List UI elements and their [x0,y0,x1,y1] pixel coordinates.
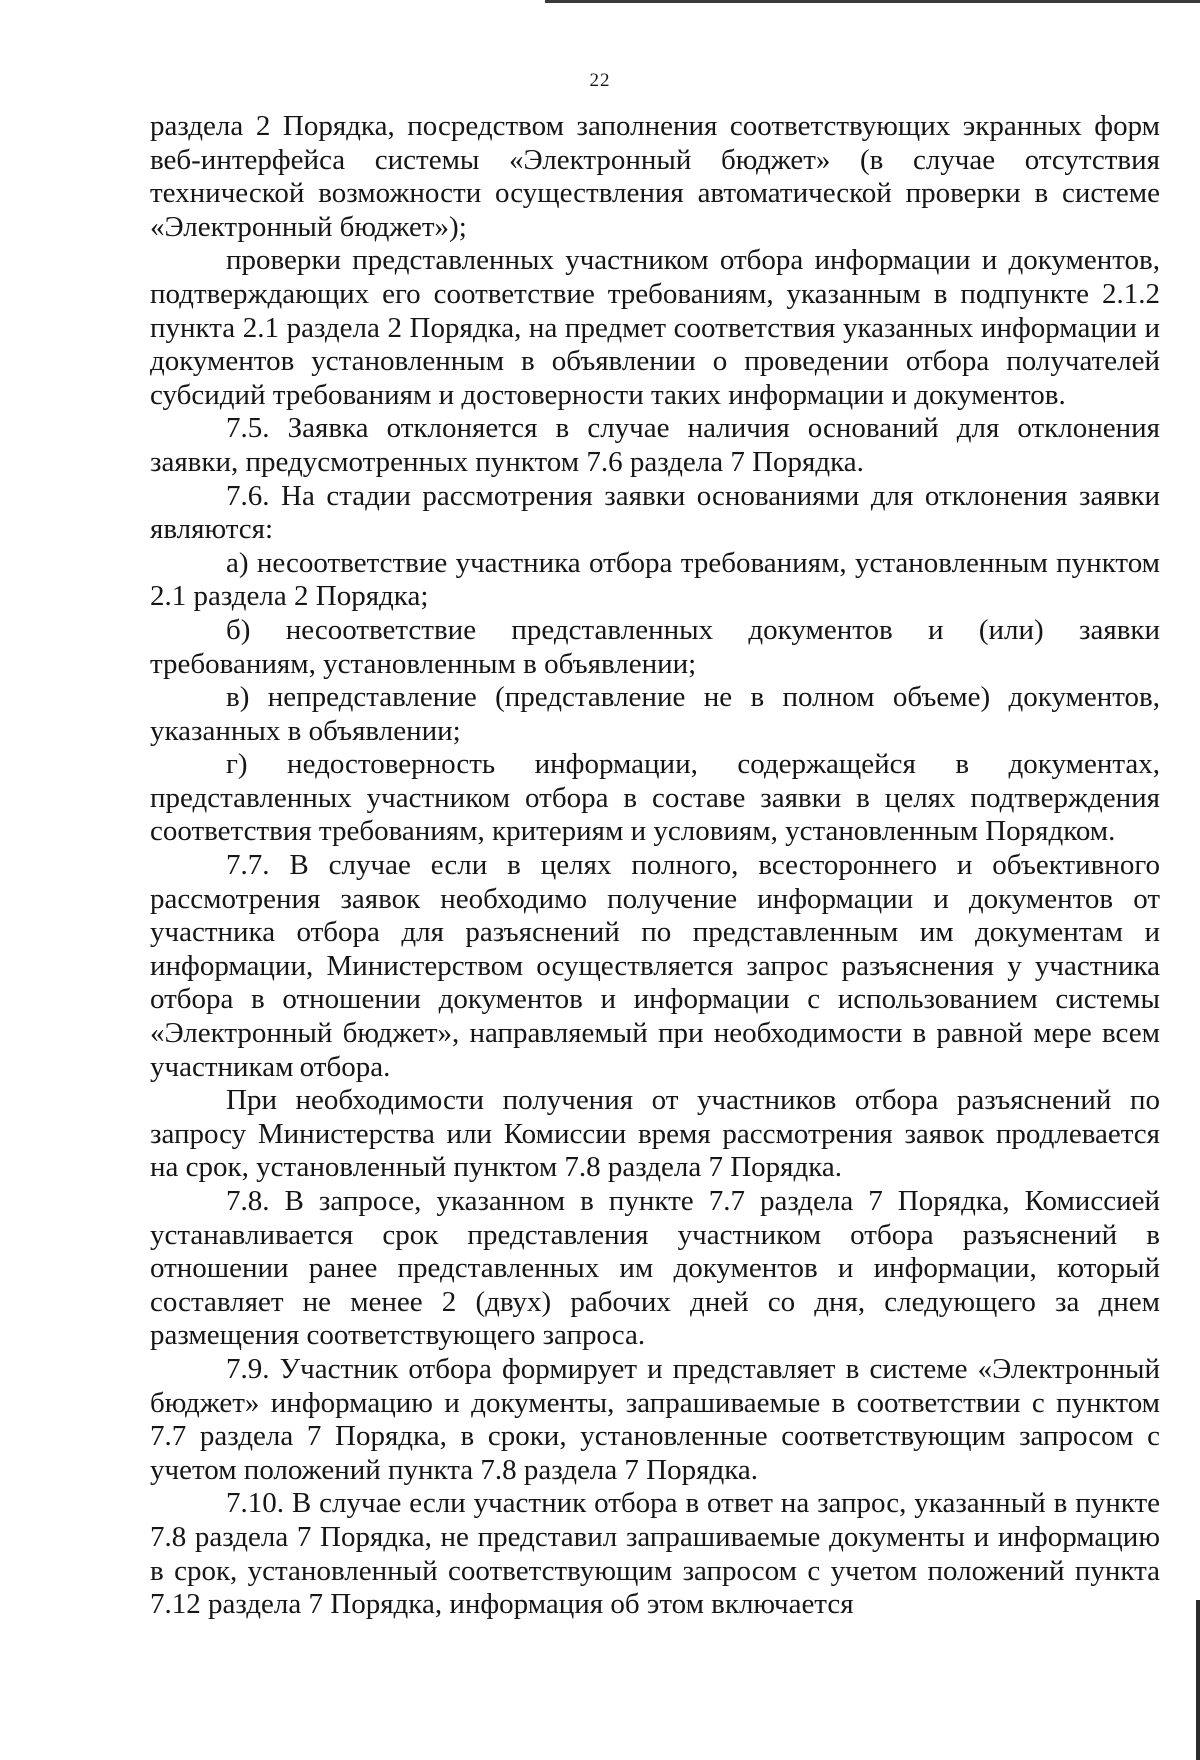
paragraph-7-10: 7.10. В случае если участник отбора в ответ на запрос, указанный в пункте 7.8 раздела 7 Порядка, не представил запрашиваемые документы и информацию в срок, установленный соответствующим запросом с учетом положений пункта 7.12 раздела 7 Порядка, информация об этом включается [150,1487,1160,1621]
list-item-g: г) недостоверность информации, содержащейся в документах, представленных участником отбора в составе заявки в целях подтверждения соответствия требованиям, критериям и условиям, установленным Порядком. [150,748,1160,848]
list-item-b: б) несоответствие представленных документов и (или) заявки требованиям, установленным в объявлении; [150,613,1160,680]
paragraph-clarification: При необходимости получения от участников отбора разъяснений по запросу Министерства или Комиссии время рассмотрения заявок продлевается на срок, установленный пунктом 7.8 раздела 7 Порядка. [150,1084,1160,1184]
paragraph-7-8: 7.8. В запросе, указанном в пункте 7.7 раздела 7 Порядка, Комиссией устанавливается срок представления участником отбора разъяснений в отношении ранее представленных им документов и информации, который составляет не менее 2 (двух) рабочих дней со дня, следующего за днем размещения соответствующего запроса. [150,1185,1160,1352]
list-item-a: а) несоответствие участника отбора требованиям, установленным пунктом 2.1 раздела 2 Порядка; [150,546,1160,613]
scan-border-top [545,0,1200,3]
paragraph-7-6: 7.6. На стадии рассмотрения заявки основаниями для отклонения заявки являются: [150,479,1160,546]
page-number: 22 [589,70,611,91]
paragraph-continuation: раздела 2 Порядка, посредством заполнения соответствующих экранных форм веб-интерфейса системы «Электронный бюджет» (в случае отсутствия технической возможности осуществления автоматической проверки в системе «Электронный бюджет»); [150,110,1160,243]
paragraph-7-5: 7.5. Заявка отклоняется в случае наличия оснований для отклонения заявки, предусмотренных пунктом 7.6 раздела 7 Порядка. [150,412,1160,478]
paragraph-verification: проверки представленных участником отбора информации и документов, подтверждающих его соответствие требованиям, указанным в подпункте 2.1.2 пункта 2.1 раздела 2 Порядка, на предмет соответствия указанных информации и документов установленным в объявлении о проведении отбора получателей субсидий требованиям и достоверности таких информации и документов. [150,244,1160,411]
paragraph-7-7: 7.7. В случае если в целях полного, всестороннего и объективного рассмотрения заявок необходимо получение информации и документов от участника отбора для разъяснений по представленным им документам и информации, Министерством осуществляется запрос разъяснения у участника отбора в отношении документов и информации с использованием системы «Электронный бюджет», направляемый при необходимости в равной мере всем участникам отбора. [150,849,1160,1083]
paragraph-7-9: 7.9. Участник отбора формирует и представляет в системе «Электронный бюджет» информацию и документы, запрашиваемые в соответствии с пунктом 7.7 раздела 7 Порядка, в сроки, установленные соответствующим запросом с учетом положений пункта 7.8 раздела 7 Порядка. [150,1352,1160,1486]
document-body [150,110,1160,1622]
list-item-v: в) непредставление (представление не в полном объеме) документов, указанных в объявлении; [150,681,1160,747]
scan-border-right [1196,1600,1200,1760]
